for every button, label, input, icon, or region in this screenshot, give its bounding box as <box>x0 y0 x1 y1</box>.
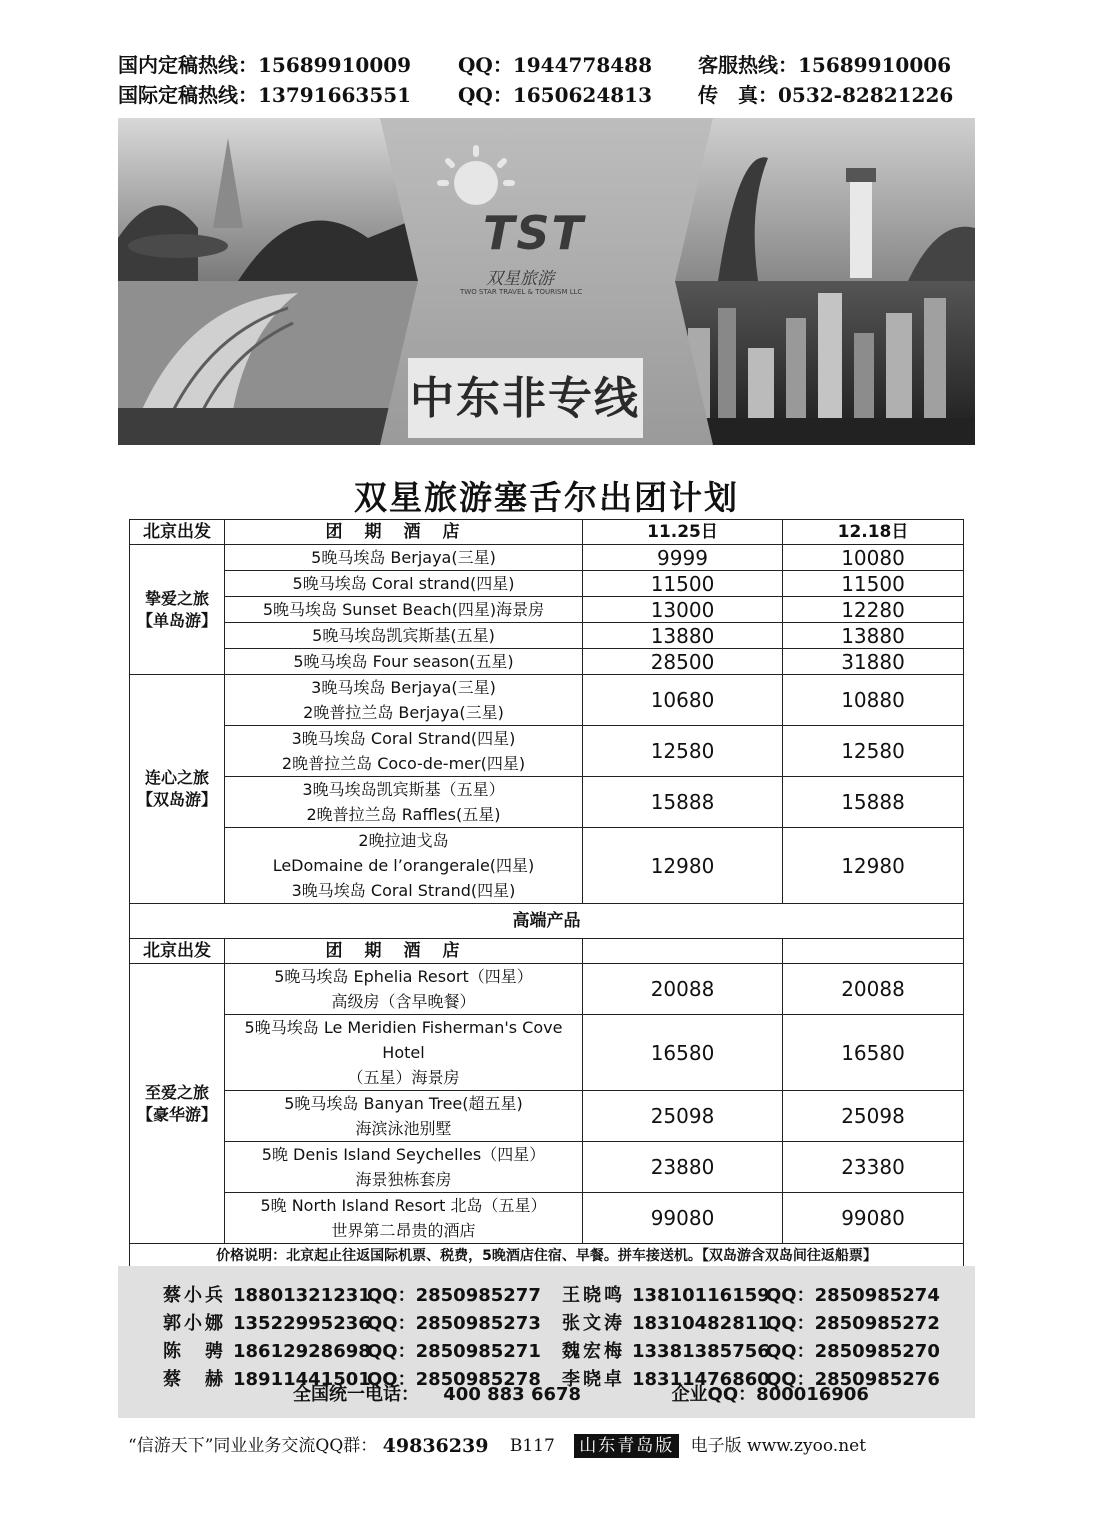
hotline-row <box>118 50 978 80</box>
page-number: B117 <box>509 1435 555 1456</box>
cell-line: 高级房（含早晚餐） <box>331 992 476 1011</box>
price-date-2: 15888 <box>783 777 964 828</box>
cell-line: 5晚 North Island Resort 北岛（五星） <box>260 1196 547 1215</box>
contact-phone: 13522995236 <box>233 1313 371 1334</box>
contact-qq: QQ：2850985273 <box>367 1313 541 1334</box>
price-date-2: 10880 <box>783 675 964 726</box>
contact-name: 王晓鸣 <box>562 1285 625 1306</box>
hotline-row <box>118 80 978 110</box>
contact-name: 蔡 赫 <box>163 1369 226 1390</box>
unified-label: 全国统一电话： <box>293 1384 419 1405</box>
banner <box>118 118 975 445</box>
contact-phone: 18801321231 <box>233 1285 371 1306</box>
cell-line: 【双岛游】 <box>136 790 217 809</box>
intl-qq: QQ：1650624813 <box>458 83 653 107</box>
contact-phone: 18911441501 <box>233 1369 371 1390</box>
contact-name: 陈 骋 <box>163 1341 226 1362</box>
cell-line: （五星）海景房 <box>347 1068 460 1087</box>
table-row <box>130 726 964 777</box>
header-date-1: 11.25日 <box>583 520 783 545</box>
contact-qq: QQ：2850985272 <box>766 1313 940 1334</box>
note-row <box>130 1244 964 1269</box>
contact-qq: QQ：2850985271 <box>367 1341 541 1362</box>
table-row <box>130 964 964 1015</box>
service-hotline: 客服热线：15689910006 <box>698 53 952 77</box>
header-date-2: 12.18日 <box>783 520 964 545</box>
contact-phone: 18310482811 <box>632 1313 770 1334</box>
price-date-2: 31880 <box>783 649 964 675</box>
price-date-1: 15888 <box>583 777 783 828</box>
cell-line: 5晚马埃岛 Four season(五星) <box>293 652 514 671</box>
header-depart: 北京出发 <box>130 939 225 964</box>
contact-phone: 13810116159 <box>632 1285 770 1306</box>
site: 电子版 www.zyoo.net <box>690 1435 867 1456</box>
table-row <box>130 571 964 597</box>
contact-phone: 18612928698 <box>233 1341 371 1362</box>
price-date-2: 12280 <box>783 597 964 623</box>
corp-qq: 企业QQ：800016906 <box>671 1384 869 1405</box>
hotel-cell <box>225 597 583 623</box>
hotel-cell <box>225 545 583 571</box>
header-row <box>130 520 964 545</box>
cell-line: 5晚马埃岛 Berjaya(三星) <box>311 548 496 567</box>
price-date-1: 13880 <box>583 623 783 649</box>
hotel-cell <box>225 623 583 649</box>
price-note-text: 北京起止往返国际机票、税费，5晚酒店住宿、早餐。拼车接送机。【双岛游含双岛间往返船票】 <box>286 1248 877 1264</box>
cell-line: 至爱之旅 <box>144 1082 209 1102</box>
cell-line: 5晚马埃岛 Banyan Tree(超五星) <box>284 1094 523 1113</box>
header-empty <box>583 939 783 964</box>
sun-icon <box>454 161 498 205</box>
fax: 传 真：0532-82821226 <box>698 83 954 107</box>
price-date-1: 99080 <box>583 1193 783 1244</box>
domestic-qq: QQ：1944778488 <box>458 53 653 77</box>
page-title: 双星旅游塞舌尔出团计划 <box>354 478 739 517</box>
qq-group: 49836239 <box>382 1434 489 1457</box>
cell-line: 3晚马埃岛 Coral Strand(四星) <box>291 881 516 900</box>
contact-qq: QQ：2850985277 <box>367 1285 541 1306</box>
intl-hotline: 国际定稿热线：13791663551 <box>118 83 412 107</box>
contact-phone: 13381385756 <box>632 1341 770 1362</box>
hotel-cell <box>225 675 583 726</box>
contact-panel <box>118 1266 975 1418</box>
footer <box>128 1430 866 1460</box>
price-note <box>130 1244 964 1269</box>
cell-line: 5晚马埃岛 Sunset Beach(四星)海景房 <box>262 600 545 619</box>
hotel-cell <box>225 1193 583 1244</box>
contact-qq: QQ：2850985276 <box>766 1369 940 1390</box>
hotel-cell <box>225 1015 583 1091</box>
hotel-cell <box>225 1091 583 1142</box>
table-row <box>130 623 964 649</box>
cell-line: LeDomaine de l’orangerale(四星) <box>272 856 535 875</box>
table-row <box>130 1193 964 1244</box>
price-date-1: 12980 <box>583 828 783 904</box>
price-date-2: 25098 <box>783 1091 964 1142</box>
cell-line: 5晚马埃岛 Coral strand(四星) <box>292 574 515 593</box>
price-date-1: 13000 <box>583 597 783 623</box>
header-row <box>130 939 964 964</box>
route-name <box>130 675 225 904</box>
route-name <box>130 545 225 675</box>
price-date-1: 20088 <box>583 964 783 1015</box>
header-hotel: 团期酒店 <box>225 520 583 545</box>
hotel-cell <box>225 649 583 675</box>
route-name <box>130 964 225 1244</box>
cell-line: 2晚拉迪戈岛 <box>358 831 449 850</box>
cell-line: 5晚马埃岛 Ephelia Resort（四星） <box>274 967 533 986</box>
cell-line: 连心之旅 <box>144 768 209 787</box>
contact-row <box>163 1282 961 1309</box>
logo-en: TWO STAR TRAVEL & TOURISM LLC <box>460 288 583 296</box>
price-date-1: 12580 <box>583 726 783 777</box>
table-row <box>130 675 964 726</box>
table-row <box>130 649 964 675</box>
table-row <box>130 1091 964 1142</box>
price-date-1: 28500 <box>583 649 783 675</box>
tagline: 中东非专线 <box>410 373 640 424</box>
table-row <box>130 828 964 904</box>
cell-line: 5晚马埃岛 Le Meridien Fisherman's Cove Hotel <box>244 1018 563 1062</box>
price-date-2: 10080 <box>783 545 964 571</box>
cell-line: 3晚马埃岛凯宾斯基（五星） <box>302 780 505 799</box>
table-row <box>130 545 964 571</box>
cell-line: 【单岛游】 <box>136 610 217 630</box>
cell-line: 海滨泳池别墅 <box>355 1119 452 1138</box>
hotel-cell <box>225 571 583 597</box>
cell-line: 挚爱之旅 <box>144 588 209 608</box>
price-date-2: 23380 <box>783 1142 964 1193</box>
table-row <box>130 1015 964 1091</box>
hotline-header <box>118 50 978 110</box>
price-date-1: 9999 <box>583 545 783 571</box>
table-row <box>130 1142 964 1193</box>
price-date-1: 10680 <box>583 675 783 726</box>
cell-line: 2晚普拉兰岛 Raffles(五星) <box>306 805 501 824</box>
contact-qq: QQ：2850985278 <box>367 1369 541 1390</box>
price-date-2: 12980 <box>783 828 964 904</box>
cell-line: 5晚 Denis Island Seychelles（四星） <box>261 1145 546 1164</box>
unified-contact <box>293 1380 869 1410</box>
footer-text: “信游天下”同业业务交流QQ群： <box>128 1435 378 1456</box>
cell-line: 5晚马埃岛凯宾斯基(五星) <box>312 626 495 645</box>
contact-name: 郭小娜 <box>163 1313 226 1334</box>
section-row <box>130 904 964 939</box>
table-row <box>130 777 964 828</box>
contact-phone: 18311476860 <box>632 1369 770 1390</box>
logo-cn: 双星旅游 <box>486 269 554 289</box>
header-depart: 北京出发 <box>130 520 225 545</box>
contact-qq: QQ：2850985270 <box>766 1341 940 1362</box>
price-date-2: 16580 <box>783 1015 964 1091</box>
contact-row <box>163 1338 961 1365</box>
edition-badge: 山东青岛版 <box>574 1434 679 1458</box>
domestic-hotline: 国内定稿热线：15689910009 <box>118 53 412 77</box>
price-date-2: 11500 <box>783 571 964 597</box>
cell-line: 3晚马埃岛 Coral Strand(四星) <box>291 729 516 748</box>
contact-name: 李晓卓 <box>562 1369 625 1390</box>
price-date-1: 11500 <box>583 571 783 597</box>
price-date-1: 23880 <box>583 1142 783 1193</box>
header-hotel: 团期酒店 <box>225 939 583 964</box>
section-title: 高端产品 <box>130 904 964 939</box>
contact-name: 魏宏梅 <box>562 1341 625 1362</box>
price-date-2: 13880 <box>783 623 964 649</box>
cell-line: 海景独栋套房 <box>355 1170 452 1189</box>
tst-logo: TST <box>483 206 585 260</box>
cell-line: 2晚普拉兰岛 Coco-de-mer(四星) <box>281 754 526 773</box>
contact-name: 张文涛 <box>562 1313 625 1334</box>
hotel-cell <box>225 726 583 777</box>
hotel-cell <box>225 964 583 1015</box>
price-note-label: 价格说明： <box>216 1248 287 1264</box>
contact-qq: QQ：2850985274 <box>766 1285 940 1306</box>
unified-phone: 400 883 6678 <box>443 1384 582 1405</box>
contact-row <box>163 1310 961 1337</box>
tour-plan-table <box>129 519 964 1294</box>
table-row <box>130 597 964 623</box>
header-empty <box>783 939 964 964</box>
hotel-cell <box>225 1142 583 1193</box>
price-date-1: 25098 <box>583 1091 783 1142</box>
cell-line: 世界第二昂贵的酒店 <box>331 1221 476 1240</box>
price-date-1: 16580 <box>583 1015 783 1091</box>
price-date-2: 99080 <box>783 1193 964 1244</box>
contact-name: 蔡小兵 <box>163 1285 226 1306</box>
price-date-2: 12580 <box>783 726 964 777</box>
hotel-cell <box>225 777 583 828</box>
cell-line: 3晚马埃岛 Berjaya(三星) <box>311 678 496 697</box>
price-date-2: 20088 <box>783 964 964 1015</box>
hotel-cell <box>225 828 583 904</box>
cell-line: 【豪华游】 <box>136 1104 217 1124</box>
cell-line: 2晚普拉兰岛 Berjaya(三星) <box>303 703 504 722</box>
